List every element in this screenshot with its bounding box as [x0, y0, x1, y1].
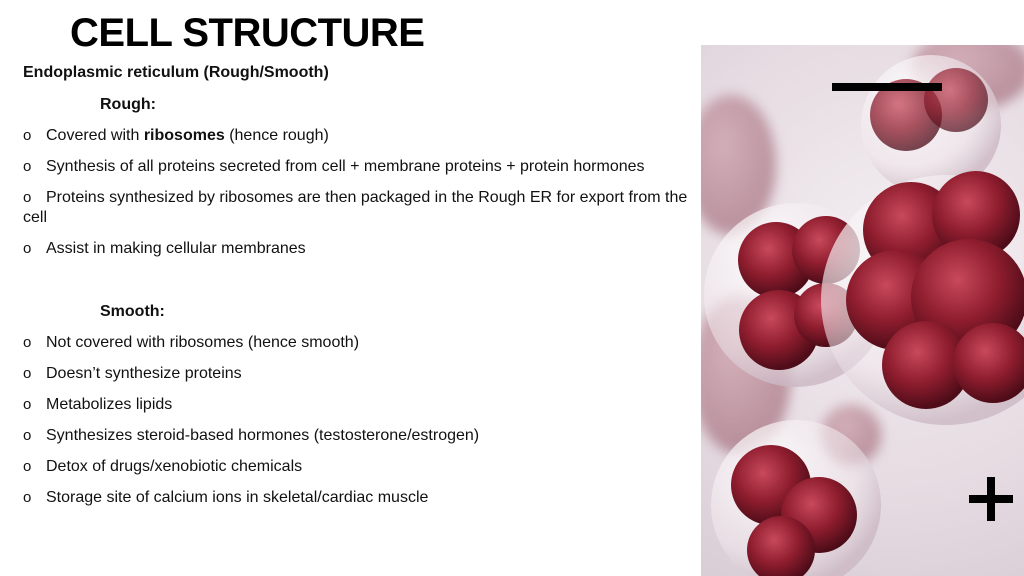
- minus-icon: [832, 83, 942, 91]
- bullet-text: [46, 126, 695, 146]
- bullet-text: Synthesizes steroid-based hormones (testosterone/estrogen): [46, 427, 480, 444]
- bullet-marker: o: [23, 127, 32, 144]
- bullet-marker: o: [23, 158, 32, 175]
- bullet-text: Storage site of calcium ions in skeletal/cardiac muscle: [46, 489, 429, 506]
- smooth-heading: Smooth:: [100, 303, 165, 320]
- list-item: [23, 426, 695, 446]
- cell-cluster-photo: [701, 45, 1024, 576]
- plus-icon: [969, 477, 1013, 521]
- bullet-text-part: Covered with: [46, 127, 144, 144]
- bullet-marker: o: [23, 458, 32, 475]
- bullet-marker: o: [23, 240, 32, 257]
- list-item: [23, 126, 695, 146]
- list-item: [23, 157, 695, 177]
- slide-body: [23, 62, 695, 508]
- slide-subtitle: Endoplasmic reticulum (Rough/Smooth): [23, 64, 329, 81]
- list-item: [23, 333, 695, 353]
- list-item: [23, 395, 695, 415]
- bullet-text: Synthesis of all proteins secreted from cell + membrane proteins + protein hormones: [46, 158, 645, 175]
- list-item: [23, 488, 695, 508]
- bullet-text: Proteins synthesized by ribosomes are then packaged in the Rough ER for export from the cell: [23, 189, 688, 226]
- bullet-text: Assist in making cellular membranes: [46, 240, 306, 257]
- list-item: [23, 457, 695, 477]
- bullet-marker: o: [23, 427, 32, 444]
- bullet-marker: o: [23, 334, 32, 351]
- bullet-text: Not covered with ribosomes (hence smooth): [46, 334, 360, 351]
- smooth-bullet-list: [23, 333, 695, 508]
- bullet-text: Doesn’t synthesize proteins: [46, 365, 242, 382]
- bullet-marker: o: [23, 396, 32, 413]
- bullet-marker: o: [23, 489, 32, 506]
- bullet-text: Metabolizes lipids: [46, 396, 173, 413]
- list-item: [23, 188, 695, 228]
- bullet-marker: o: [23, 189, 32, 206]
- rough-heading: Rough:: [100, 96, 156, 113]
- list-item: [23, 239, 695, 259]
- slide-title: CELL STRUCTURE: [70, 11, 425, 55]
- bullet-text: Detox of drugs/xenobiotic chemicals: [46, 458, 303, 475]
- rough-bullet-list: [23, 126, 695, 259]
- list-item: [23, 364, 695, 384]
- bullet-text-part: (hence rough): [224, 127, 329, 144]
- bullet-marker: o: [23, 365, 32, 382]
- bullet-text-bold: ribosomes: [143, 127, 225, 144]
